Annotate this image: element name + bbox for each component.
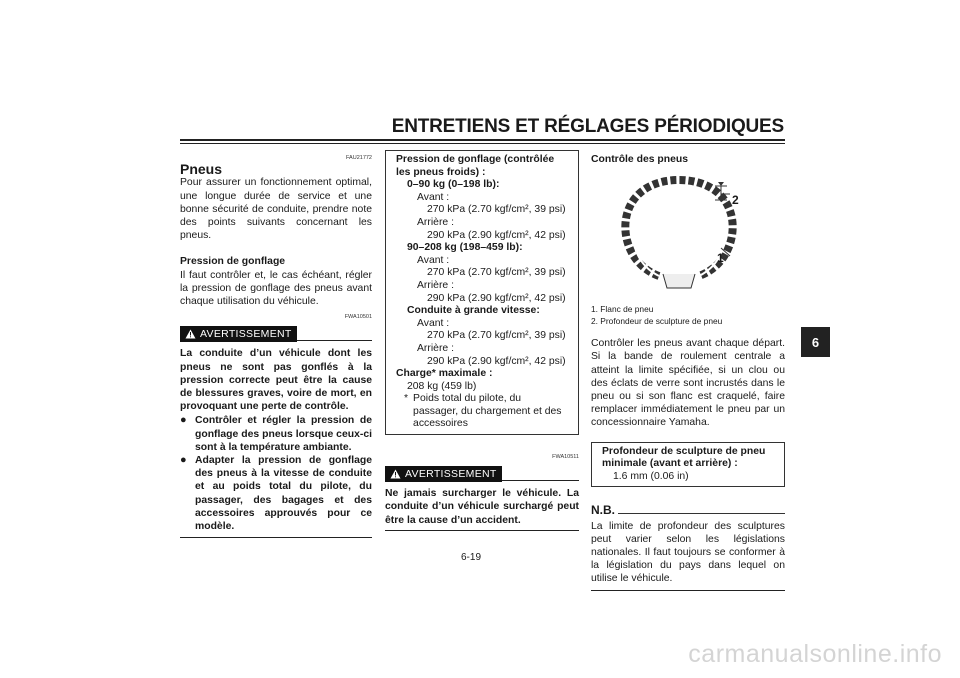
nb-text: La limite de profondeur des sculptures peut varier selon les législations nationales. Il faut toujours se conformer à la législation du pays dans lequel on utilise le véhicule. bbox=[591, 520, 785, 585]
warning-header bbox=[180, 326, 372, 342]
header-rule bbox=[180, 139, 785, 141]
warning-triangle-icon bbox=[185, 329, 196, 339]
list-item: ● Adapter la pression de gonflage des pneus à la vitesse de conduite et au poids total du pilote, du passager, des bagages et des accessoires approuvés pour ce modèle. bbox=[180, 454, 372, 533]
pressure-value: 290 kPa (2.90 kgf/cm², 42 psi) bbox=[427, 292, 566, 304]
page-header-title: ENTRETIENS ET RÉGLAGES PÉRIODIQUES bbox=[391, 116, 784, 137]
load-group-label: 90–208 kg (198–459 lb): bbox=[407, 242, 523, 254]
nb-label: N.B. bbox=[591, 503, 615, 518]
tire-illustration bbox=[591, 166, 785, 291]
footnote: * Poids total du pilote, du passager, du chargement et des accessoires bbox=[404, 393, 562, 430]
pressure-value: 290 kPa (2.90 kgf/cm², 42 psi) bbox=[427, 229, 566, 241]
nb-header bbox=[591, 504, 785, 517]
warning-text: La conduite d’un véhicule dont les pneus ne sont pas gonflés à la pression correcte peut être la cause de blessures graves, voire de mort, en provoquant une perte de contrôle. bbox=[180, 348, 372, 413]
max-load-label: Charge* maximale : bbox=[396, 368, 493, 380]
watermark: carmanualsonline.info bbox=[688, 640, 942, 668]
warning-label: AVERTISSEMENT bbox=[405, 467, 497, 480]
chapter-tab: 6 bbox=[801, 327, 830, 357]
section-heading: Contrôle des pneus bbox=[591, 154, 688, 165]
left-column bbox=[180, 152, 372, 538]
header-rule-thin bbox=[180, 143, 785, 144]
warning-end-rule bbox=[385, 530, 579, 531]
warning-code: FWA10501 bbox=[344, 314, 372, 321]
warning-text: Ne jamais surcharger le véhicule. La conduite d’un véhicule surchargé peut être la cause d’un accident. bbox=[385, 488, 579, 526]
load-group-label: Conduite à grande vitesse: bbox=[407, 305, 540, 317]
subheading: Pression de gonflage bbox=[180, 256, 286, 268]
pressure-value: 270 kPa (2.70 kgf/cm², 39 psi) bbox=[427, 330, 566, 342]
right-column bbox=[591, 153, 785, 591]
tread-box-value: 1.6 mm (0.06 in) bbox=[613, 470, 689, 482]
caption-item: 1. Flanc de pneu bbox=[591, 304, 654, 315]
check-paragraph: Contrôler les pneus avant chaque départ. Si la bande de roulement centrale a atteint la limite spécifiée, si un clou ou des éclats de verre sont incrustés dans le pneu ou si son flanc est craquelé, faire remplacer immédiatement le pneu par un concessionnaire Yamaha. bbox=[591, 338, 785, 429]
warning-label-box bbox=[385, 466, 502, 482]
warning-end-rule bbox=[180, 537, 372, 538]
pressure-spec-box: Pression de gonflage (contrôlée les pneus froids) : 0–90 kg (0–198 lb): Avant : 270 kPa (2.70 kgf/cm², 39 psi) Arrière : 290 kPa (2.90 kgf/cm², 42 psi) 90–208 kg (198–459 lb): Avant : 270 kPa (2.70 kgf/cm², 39 psi) Arrière : 290 kPa (2.90 kgf/cm², 42 psi) Conduite à grande vitesse: Avant : 270 kPa (2.70 kgf/cm², 39 psi) Arrière : 290 kPa (2.90 kgf/cm², 42 psi) Charge* maximale : 208 kg (459 lb) * Poids total du pilote, du passager, du chargement et des accessoires bbox=[385, 150, 579, 435]
warning-code: FWA10511 bbox=[552, 454, 579, 461]
list-item: ● Contrôler et régler la pression de gonflage des pneus lorsque ceux-ci sont à la température ambiante. bbox=[180, 414, 372, 453]
max-load-value: 208 kg (459 lb) bbox=[407, 380, 477, 392]
callout-1: 1 bbox=[717, 251, 724, 266]
warning-header bbox=[385, 466, 579, 482]
warning-label: AVERTISSEMENT bbox=[200, 327, 292, 340]
bullet-icon: ● bbox=[180, 454, 187, 467]
intro-paragraph: Pour assurer un fonctionnement optimal, une longue durée de service et une bonne sécurité de conduite, prendre note des points suivants concernant les pneus. bbox=[180, 177, 372, 242]
nb-end-rule bbox=[591, 590, 785, 591]
middle-column bbox=[385, 150, 579, 531]
tread-depth-box bbox=[591, 442, 785, 488]
sub-paragraph: Il faut contrôler et, le cas échéant, régler la pression de gonflage des pneus avant chaque utilisation du véhicule. bbox=[180, 269, 372, 308]
tire-cross-section-icon bbox=[611, 166, 761, 291]
pressure-box-title: Pression de gonflage (contrôlée les pneus froids) : bbox=[396, 154, 555, 178]
load-group-label: 0–90 kg (0–198 lb): bbox=[407, 179, 500, 191]
callout-2: 2 bbox=[732, 193, 739, 208]
figure-captions bbox=[591, 303, 785, 327]
pressure-value: 270 kPa (2.70 kgf/cm², 39 psi) bbox=[427, 204, 566, 216]
pressure-value: 290 kPa (2.90 kgf/cm², 42 psi) bbox=[427, 355, 566, 367]
caption-item: 2. Profondeur de sculpture de pneu bbox=[591, 316, 723, 327]
warning-label-box bbox=[180, 326, 297, 342]
bullet-icon: ● bbox=[180, 414, 187, 427]
pressure-value: 270 kPa (2.70 kgf/cm², 39 psi) bbox=[427, 267, 566, 279]
section-code: FAU21772 bbox=[346, 155, 372, 161]
warning-triangle-icon bbox=[390, 469, 401, 479]
page-number: 6-19 bbox=[461, 552, 482, 563]
tread-box-title: Profondeur de sculpture de pneu minimale (avant et arrière) : bbox=[602, 445, 766, 470]
section-heading: Pneus bbox=[180, 161, 223, 178]
